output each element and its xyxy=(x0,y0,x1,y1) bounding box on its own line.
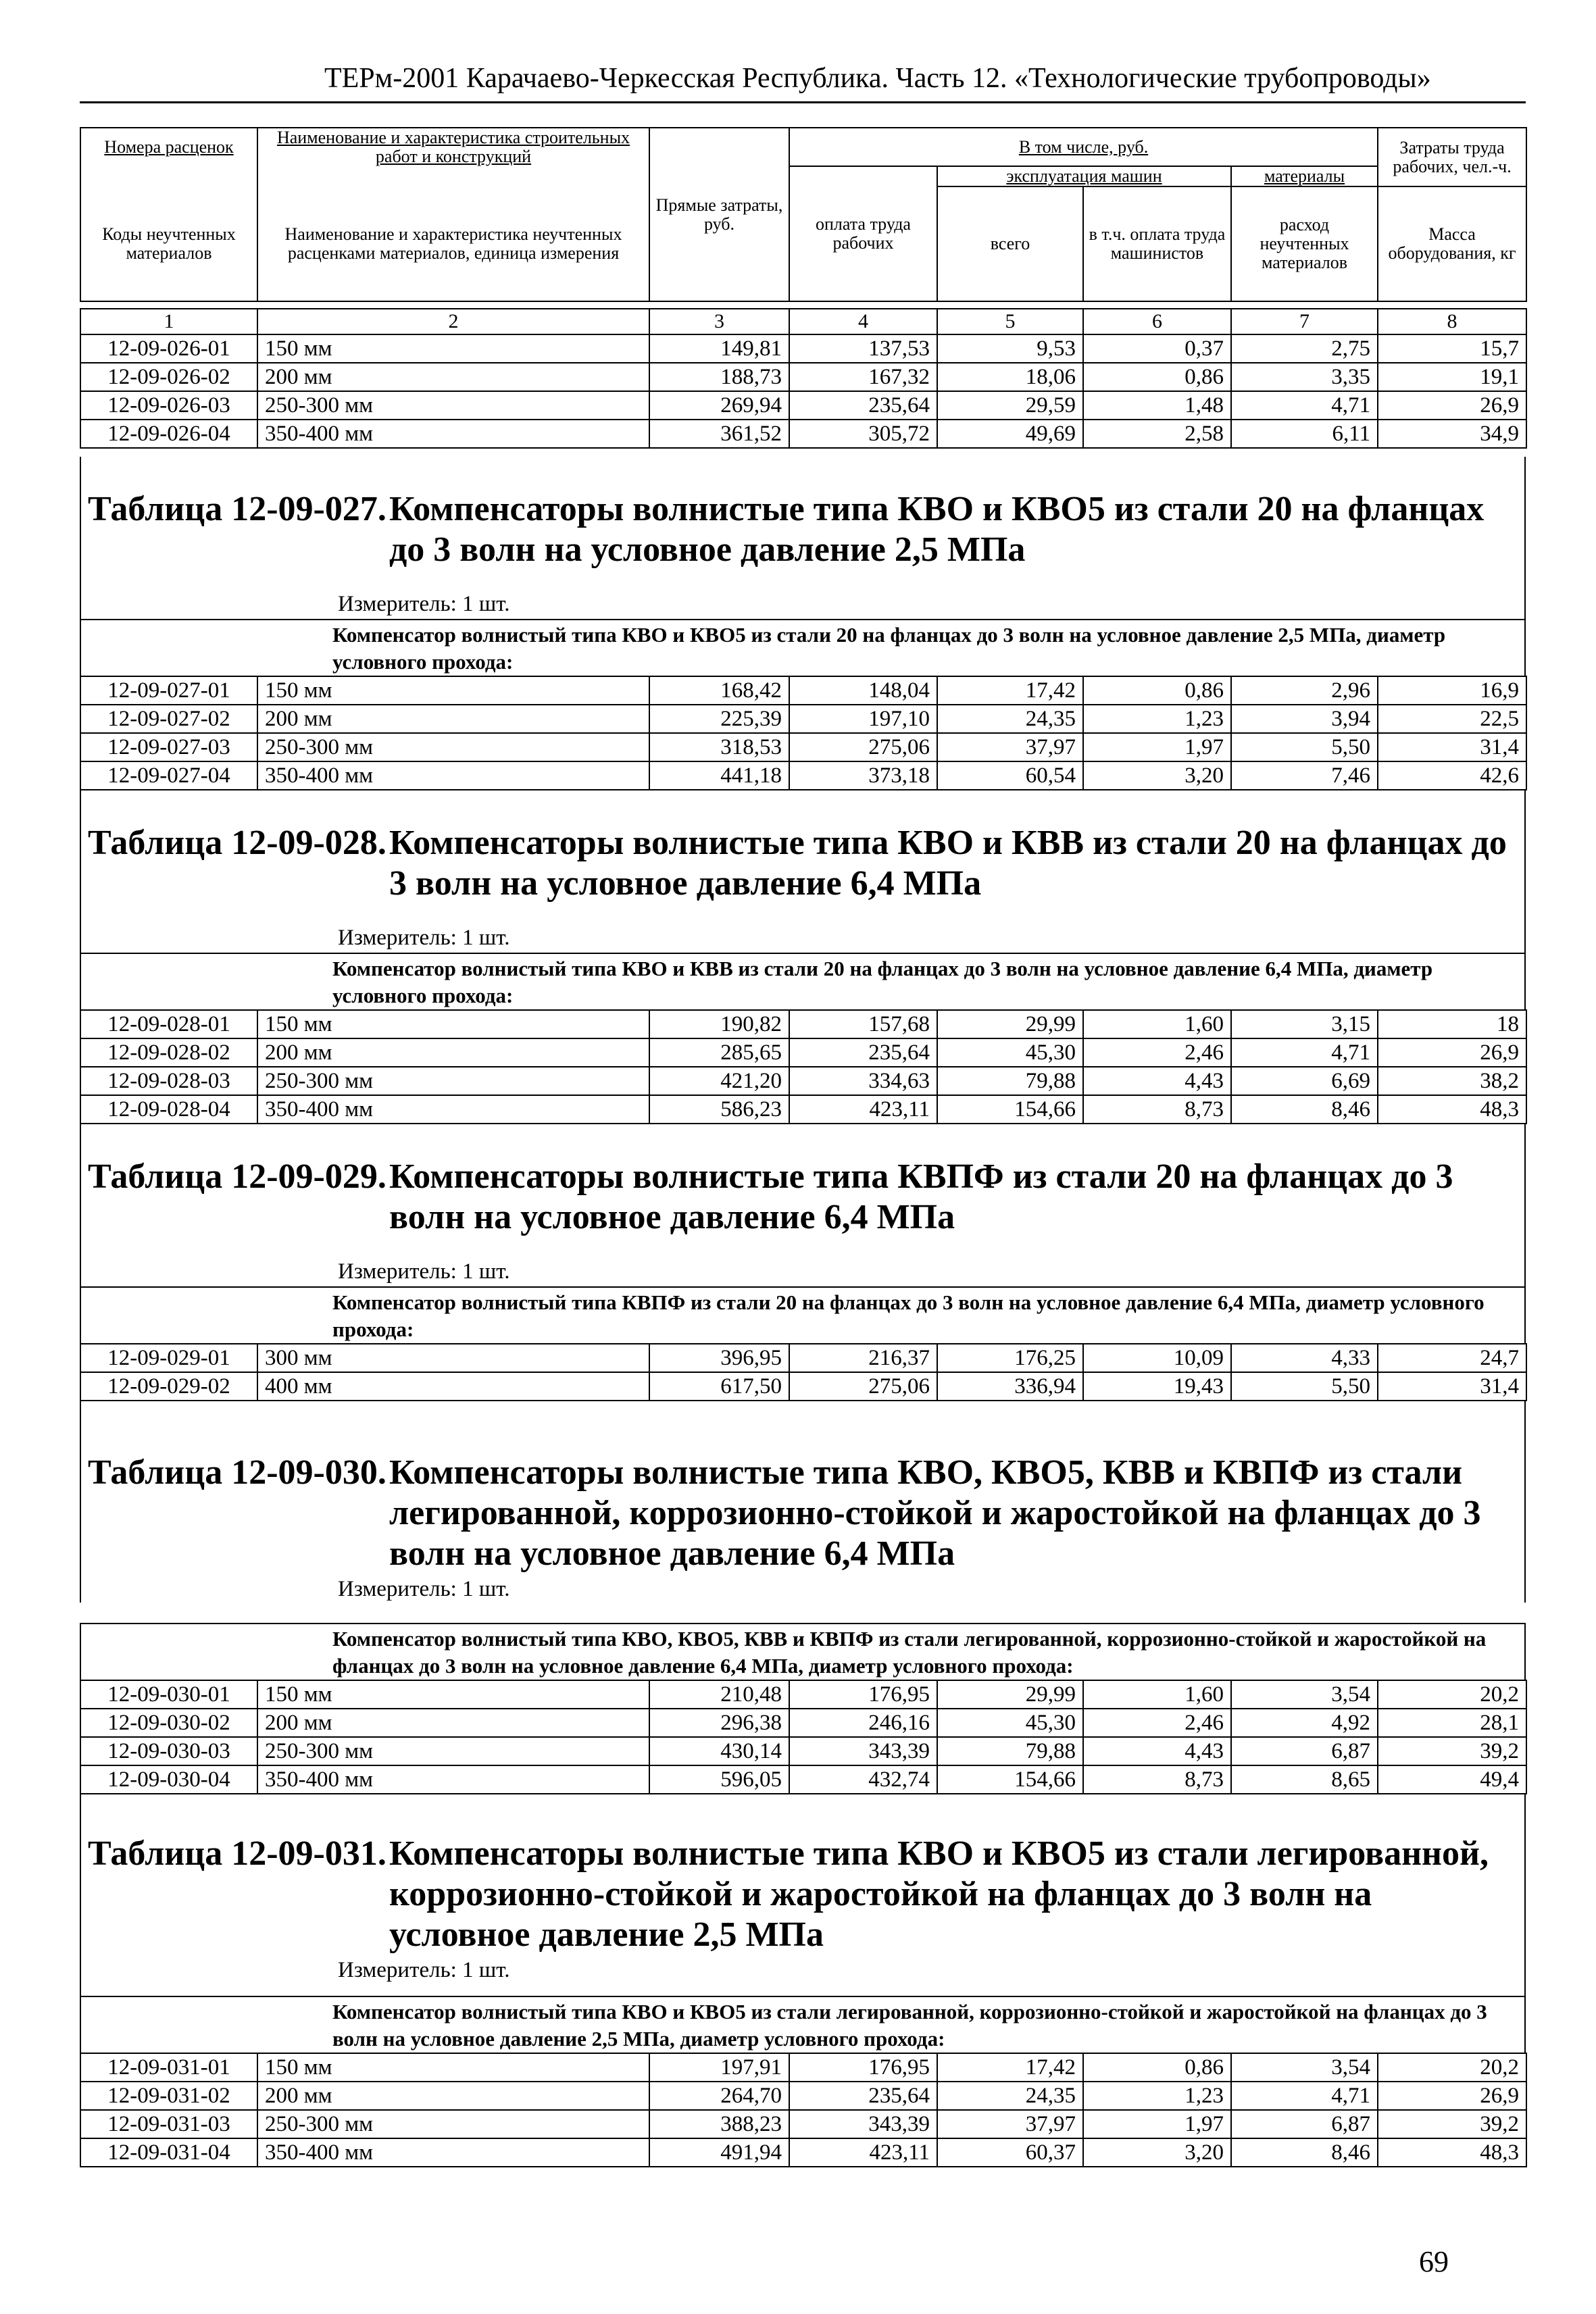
section-description: Компенсаторы волнистые типа КВО, КВО5, КВВ и КВПФ из стали легированной, коррозионно-стойкой и жаростойкой на фланцах до 3 волн на условное давление 6,4 МПа xyxy=(389,1453,1481,1573)
direct-costs: 318,53 xyxy=(649,733,789,761)
machinist-pay: 8,73 xyxy=(1083,1765,1231,1794)
machinist-pay: 1,60 xyxy=(1083,1010,1231,1038)
labor-costs: 28,1 xyxy=(1378,1709,1526,1737)
header-rule xyxy=(80,101,1526,103)
labor-costs: 24,7 xyxy=(1378,1344,1526,1372)
diameter: 250-300 мм xyxy=(257,1067,649,1095)
table-row xyxy=(80,1680,1526,1709)
diameter: 300 мм xyxy=(257,1344,649,1372)
measurer: Измеритель: 1 шт. xyxy=(338,592,510,616)
rate-code: 12-09-027-03 xyxy=(80,733,257,761)
rate-code: 12-09-028-02 xyxy=(80,1038,257,1067)
column-index: 2 xyxy=(257,309,649,334)
labor-costs: 39,2 xyxy=(1378,1737,1526,1765)
col-header-machine-total: всего xyxy=(937,186,1083,301)
worker-pay: 423,11 xyxy=(789,2138,937,2167)
section-title-block xyxy=(80,790,1526,954)
diameter: 200 мм xyxy=(257,1709,649,1737)
diameter: 150 мм xyxy=(257,1010,649,1038)
materials: 2,96 xyxy=(1231,676,1378,705)
diameter: 350-400 мм xyxy=(257,761,649,790)
rate-code: 12-09-027-02 xyxy=(80,705,257,733)
measurer: Измеритель: 1 шт. xyxy=(338,1958,510,1982)
machine-total: 24,35 xyxy=(937,2082,1083,2110)
materials: 5,50 xyxy=(1231,1372,1378,1401)
table-row xyxy=(80,761,1526,790)
labor-costs: 22,5 xyxy=(1378,705,1526,733)
machine-total: 79,88 xyxy=(937,1737,1083,1765)
col-header-direct-costs: Прямые затраты, руб. xyxy=(649,128,789,301)
worker-pay: 216,37 xyxy=(789,1344,937,1372)
col-header-material-codes: Коды неучтенных материалов xyxy=(80,186,257,301)
section-title-block xyxy=(80,1794,1526,1997)
table-row xyxy=(80,1344,1526,1372)
table-row xyxy=(80,1709,1526,1737)
worker-pay: 432,74 xyxy=(789,1765,937,1794)
labor-costs: 20,2 xyxy=(1378,2053,1526,2082)
diameter: 250-300 мм xyxy=(257,391,649,420)
direct-costs: 441,18 xyxy=(649,761,789,790)
labor-costs: 18 xyxy=(1378,1010,1526,1038)
rate-code: 12-09-029-01 xyxy=(80,1344,257,1372)
row-description xyxy=(80,1623,1526,1681)
machine-total: 79,88 xyxy=(937,1067,1083,1095)
rate-code: 12-09-030-04 xyxy=(80,1765,257,1794)
table-12-09-029-rows xyxy=(80,1343,1527,1401)
row-description-code-cell xyxy=(81,620,258,676)
machine-total: 24,35 xyxy=(937,705,1083,733)
rate-code: 12-09-027-01 xyxy=(80,676,257,705)
row-description-code-cell xyxy=(81,954,258,1009)
section-label: Таблица 12-09-030. xyxy=(88,1453,386,1492)
row-description-text: Компенсатор волнистый типа КВО, КВО5, КВВ и КВПФ из стали легированной, коррозионно-стойкой и жаростойкой на фланцах до 3 волн на условное давление 6,4 МПа, диаметр условного прохода: xyxy=(332,1627,1487,1678)
table-row xyxy=(80,420,1526,448)
labor-costs: 42,6 xyxy=(1378,761,1526,790)
direct-costs: 264,70 xyxy=(649,2082,789,2110)
worker-pay: 148,04 xyxy=(789,676,937,705)
labor-costs: 26,9 xyxy=(1378,2082,1526,2110)
row-description xyxy=(80,953,1526,1011)
table-row xyxy=(80,2138,1526,2167)
col-header-machinist-pay: в т.ч. оплата труда машинистов xyxy=(1083,186,1231,301)
table-row xyxy=(80,705,1526,733)
materials: 3,94 xyxy=(1231,705,1378,733)
section-description: Компенсаторы волнистые типа КВПФ из стали 20 на фланцах до 3 волн на условное давление 6,4 МПа xyxy=(389,1157,1453,1236)
machine-total: 18,06 xyxy=(937,363,1083,391)
worker-pay: 197,10 xyxy=(789,705,937,733)
table-row xyxy=(80,1765,1526,1794)
rate-code: 12-09-026-04 xyxy=(80,420,257,448)
machinist-pay: 0,86 xyxy=(1083,2053,1231,2082)
worker-pay: 305,72 xyxy=(789,420,937,448)
table-12-09-026-rows xyxy=(80,308,1527,449)
rate-code: 12-09-030-02 xyxy=(80,1709,257,1737)
worker-pay: 235,64 xyxy=(789,2082,937,2110)
column-index: 7 xyxy=(1231,309,1378,334)
labor-costs: 20,2 xyxy=(1378,1680,1526,1709)
machinist-pay: 0,86 xyxy=(1083,676,1231,705)
col-header-including: В том числе, руб. xyxy=(789,128,1378,166)
row-description-text: Компенсатор волнистый типа КВО и КВО5 из стали 20 на фланцах до 3 волн на условное давление 2,5 МПа, диаметр условного прохода: xyxy=(332,623,1446,674)
column-index: 3 xyxy=(649,309,789,334)
machine-total: 17,42 xyxy=(937,2053,1083,2082)
labor-costs: 26,9 xyxy=(1378,391,1526,420)
machine-total: 37,97 xyxy=(937,733,1083,761)
machinist-pay: 8,73 xyxy=(1083,1095,1231,1124)
machine-total: 154,66 xyxy=(937,1095,1083,1124)
materials: 4,33 xyxy=(1231,1344,1378,1372)
direct-costs: 421,20 xyxy=(649,1067,789,1095)
machinist-pay: 0,86 xyxy=(1083,363,1231,391)
row-description-code-cell xyxy=(81,1624,258,1680)
machinist-pay: 10,09 xyxy=(1083,1344,1231,1372)
rate-code: 12-09-031-04 xyxy=(80,2138,257,2167)
direct-costs: 197,91 xyxy=(649,2053,789,2082)
labor-costs: 49,4 xyxy=(1378,1765,1526,1794)
rate-code: 12-09-031-03 xyxy=(80,2110,257,2138)
section-title-block xyxy=(80,1124,1526,1288)
row-description-text: Компенсатор волнистый типа КВПФ из стали 20 на фланцах до 3 волн на условное давление 6,4 МПа, диаметр условного прохода: xyxy=(332,1290,1485,1341)
section-title xyxy=(88,1834,1489,1954)
col-header-equipment-mass: Масса оборудования, кг xyxy=(1378,186,1526,301)
table-row xyxy=(80,334,1526,363)
diameter: 200 мм xyxy=(257,363,649,391)
col-header-rate-numbers: Номера расценок xyxy=(80,128,257,166)
materials: 4,92 xyxy=(1231,1709,1378,1737)
worker-pay: 246,16 xyxy=(789,1709,937,1737)
labor-costs: 15,7 xyxy=(1378,334,1526,363)
labor-costs: 19,1 xyxy=(1378,363,1526,391)
col-header-machine-operation: эксплуатация машин xyxy=(937,166,1231,186)
worker-pay: 157,68 xyxy=(789,1010,937,1038)
row-description-text: Компенсатор волнистый типа КВО и КВО5 из стали легированной, коррозионно-стойкой и жаростойкой на фланцах до 3 волн на условное давление 2,5 МПа, диаметр условного прохода: xyxy=(332,2000,1487,2051)
diameter: 400 мм xyxy=(257,1372,649,1401)
materials: 7,46 xyxy=(1231,761,1378,790)
col-header-material-consumption: расход неучтенных материалов xyxy=(1231,186,1378,301)
column-index-row xyxy=(80,309,1526,334)
machine-total: 9,53 xyxy=(937,334,1083,363)
section-title-block xyxy=(80,457,1526,620)
direct-costs: 617,50 xyxy=(649,1372,789,1401)
direct-costs: 210,48 xyxy=(649,1680,789,1709)
table-12-09-031-rows xyxy=(80,2053,1527,2167)
materials: 5,50 xyxy=(1231,733,1378,761)
rate-code: 12-09-026-01 xyxy=(80,334,257,363)
direct-costs: 225,39 xyxy=(649,705,789,733)
labor-costs: 34,9 xyxy=(1378,420,1526,448)
direct-costs: 396,95 xyxy=(649,1344,789,1372)
rate-code: 12-09-031-02 xyxy=(80,2082,257,2110)
direct-costs: 149,81 xyxy=(649,334,789,363)
diameter: 350-400 мм xyxy=(257,1095,649,1124)
materials: 3,15 xyxy=(1231,1010,1378,1038)
materials: 4,71 xyxy=(1231,391,1378,420)
column-index: 8 xyxy=(1378,309,1526,334)
table-row xyxy=(80,1038,1526,1067)
worker-pay: 343,39 xyxy=(789,1737,937,1765)
column-index: 5 xyxy=(937,309,1083,334)
table-row xyxy=(80,2082,1526,2110)
rate-code: 12-09-031-01 xyxy=(80,2053,257,2082)
machine-total: 60,54 xyxy=(937,761,1083,790)
diameter: 250-300 мм xyxy=(257,2110,649,2138)
worker-pay: 373,18 xyxy=(789,761,937,790)
machine-total: 336,94 xyxy=(937,1372,1083,1401)
materials: 8,46 xyxy=(1231,1095,1378,1124)
table-row xyxy=(80,2110,1526,2138)
machinist-pay: 2,46 xyxy=(1083,1709,1231,1737)
machine-total: 49,69 xyxy=(937,420,1083,448)
materials: 6,11 xyxy=(1231,420,1378,448)
col-header-unaccounted-materials: Наименование и характеристика неучтенных расценками материалов, единица измерения xyxy=(257,186,649,301)
table-row xyxy=(80,1095,1526,1124)
labor-costs: 38,2 xyxy=(1378,1067,1526,1095)
col-header-spacer xyxy=(257,166,649,186)
rate-code: 12-09-028-03 xyxy=(80,1067,257,1095)
diameter: 150 мм xyxy=(257,334,649,363)
direct-costs: 168,42 xyxy=(649,676,789,705)
col-header-labor-costs: Затраты труда рабочих, чел.-ч. xyxy=(1378,128,1526,186)
machine-total: 60,37 xyxy=(937,2138,1083,2167)
machinist-pay: 4,43 xyxy=(1083,1737,1231,1765)
direct-costs: 361,52 xyxy=(649,420,789,448)
diameter: 150 мм xyxy=(257,1680,649,1709)
column-index: 1 xyxy=(80,309,257,334)
direct-costs: 596,05 xyxy=(649,1765,789,1794)
diameter: 200 мм xyxy=(257,705,649,733)
materials: 3,54 xyxy=(1231,1680,1378,1709)
row-description xyxy=(80,619,1526,677)
section-description: Компенсаторы волнистые типа КВО и КВО5 из стали легированной, коррозионно-стойкой и жаростойкой на фланцах до 3 волн на условное давление 2,5 МПа xyxy=(389,1834,1489,1954)
diameter: 150 мм xyxy=(257,2053,649,2082)
table-12-09-028-rows xyxy=(80,1009,1527,1124)
rate-code: 12-09-030-01 xyxy=(80,1680,257,1709)
column-header-table xyxy=(80,127,1527,302)
worker-pay: 343,39 xyxy=(789,2110,937,2138)
worker-pay: 275,06 xyxy=(789,1372,937,1401)
machinist-pay: 1,97 xyxy=(1083,2110,1231,2138)
machinist-pay: 1,23 xyxy=(1083,705,1231,733)
table-row xyxy=(80,391,1526,420)
rate-code: 12-09-029-02 xyxy=(80,1372,257,1401)
section-description: Компенсаторы волнистые типа КВО и КВО5 из стали 20 на фланцах до 3 волн на условное давление 2,5 МПа xyxy=(389,490,1485,569)
direct-costs: 296,38 xyxy=(649,1709,789,1737)
table-row xyxy=(80,363,1526,391)
machine-total: 45,30 xyxy=(937,1709,1083,1737)
section-title-block xyxy=(80,1400,1526,1603)
labor-costs: 16,9 xyxy=(1378,676,1526,705)
machinist-pay: 3,20 xyxy=(1083,761,1231,790)
table-row xyxy=(80,676,1526,705)
labor-costs: 31,4 xyxy=(1378,1372,1526,1401)
direct-costs: 269,94 xyxy=(649,391,789,420)
worker-pay: 235,64 xyxy=(789,391,937,420)
section-title xyxy=(88,823,1507,903)
row-description xyxy=(80,1286,1526,1344)
worker-pay: 176,95 xyxy=(789,2053,937,2082)
section-title xyxy=(88,1453,1481,1573)
rate-code: 12-09-028-04 xyxy=(80,1095,257,1124)
table-row xyxy=(80,1372,1526,1401)
section-title xyxy=(88,489,1485,569)
machine-total: 29,99 xyxy=(937,1680,1083,1709)
diameter: 250-300 мм xyxy=(257,733,649,761)
machine-total: 17,42 xyxy=(937,676,1083,705)
materials: 4,71 xyxy=(1231,1038,1378,1067)
machine-total: 29,59 xyxy=(937,391,1083,420)
materials: 8,65 xyxy=(1231,1765,1378,1794)
materials: 3,54 xyxy=(1231,2053,1378,2082)
row-description-text: Компенсатор волнистый типа КВО и КВВ из стали 20 на фланцах до 3 волн на условное давление 6,4 МПа, диаметр условного прохода: xyxy=(332,957,1433,1007)
table-12-09-030-rows xyxy=(80,1680,1527,1794)
page-header: ТЕРм-2001 Карачаево-Черкесская Республика. Часть 12. «Технологические трубопроводы» xyxy=(324,63,1431,94)
labor-costs: 48,3 xyxy=(1378,2138,1526,2167)
materials: 6,87 xyxy=(1231,2110,1378,2138)
rate-code: 12-09-027-04 xyxy=(80,761,257,790)
rate-code: 12-09-028-01 xyxy=(80,1010,257,1038)
materials: 2,75 xyxy=(1231,334,1378,363)
table-row xyxy=(80,1010,1526,1038)
col-header-worker-pay: оплата труда рабочих xyxy=(789,166,937,301)
diameter: 150 мм xyxy=(257,676,649,705)
labor-costs: 39,2 xyxy=(1378,2110,1526,2138)
section-label: Таблица 12-09-029. xyxy=(88,1157,386,1196)
page-number: 69 xyxy=(1419,2245,1449,2278)
measurer: Измеритель: 1 шт. xyxy=(338,926,510,950)
direct-costs: 430,14 xyxy=(649,1737,789,1765)
materials: 3,35 xyxy=(1231,363,1378,391)
diameter: 200 мм xyxy=(257,2082,649,2110)
col-header-materials: материалы xyxy=(1231,166,1378,186)
labor-costs: 26,9 xyxy=(1378,1038,1526,1067)
table-row xyxy=(80,733,1526,761)
rate-code: 12-09-026-02 xyxy=(80,363,257,391)
diameter: 350-400 мм xyxy=(257,420,649,448)
section-label: Таблица 12-09-028. xyxy=(88,824,386,862)
section-label: Таблица 12-09-031. xyxy=(88,1834,386,1873)
table-row xyxy=(80,2053,1526,2082)
machinist-pay: 19,43 xyxy=(1083,1372,1231,1401)
worker-pay: 275,06 xyxy=(789,733,937,761)
machinist-pay: 2,46 xyxy=(1083,1038,1231,1067)
machine-total: 45,30 xyxy=(937,1038,1083,1067)
machine-total: 176,25 xyxy=(937,1344,1083,1372)
machinist-pay: 1,23 xyxy=(1083,2082,1231,2110)
machinist-pay: 0,37 xyxy=(1083,334,1231,363)
direct-costs: 188,73 xyxy=(649,363,789,391)
diameter: 350-400 мм xyxy=(257,1765,649,1794)
table-row xyxy=(80,1737,1526,1765)
materials: 4,71 xyxy=(1231,2082,1378,2110)
labor-costs: 48,3 xyxy=(1378,1095,1526,1124)
machinist-pay: 2,58 xyxy=(1083,420,1231,448)
direct-costs: 190,82 xyxy=(649,1010,789,1038)
rate-code: 12-09-030-03 xyxy=(80,1737,257,1765)
machinist-pay: 1,48 xyxy=(1083,391,1231,420)
worker-pay: 137,53 xyxy=(789,334,937,363)
worker-pay: 176,95 xyxy=(789,1680,937,1709)
rate-code: 12-09-026-03 xyxy=(80,391,257,420)
materials: 8,46 xyxy=(1231,2138,1378,2167)
worker-pay: 334,63 xyxy=(789,1067,937,1095)
diameter: 350-400 мм xyxy=(257,2138,649,2167)
machinist-pay: 3,20 xyxy=(1083,2138,1231,2167)
machine-total: 154,66 xyxy=(937,1765,1083,1794)
diameter: 200 мм xyxy=(257,1038,649,1067)
materials: 6,87 xyxy=(1231,1737,1378,1765)
machine-total: 29,99 xyxy=(937,1010,1083,1038)
machine-total: 37,97 xyxy=(937,2110,1083,2138)
materials: 6,69 xyxy=(1231,1067,1378,1095)
column-index: 6 xyxy=(1083,309,1231,334)
column-index: 4 xyxy=(789,309,937,334)
worker-pay: 423,11 xyxy=(789,1095,937,1124)
section-title xyxy=(88,1157,1453,1236)
machinist-pay: 4,43 xyxy=(1083,1067,1231,1095)
direct-costs: 491,94 xyxy=(649,2138,789,2167)
table-12-09-027-rows xyxy=(80,676,1527,790)
measurer: Измеритель: 1 шт. xyxy=(338,1259,510,1284)
section-label: Таблица 12-09-027. xyxy=(88,490,386,528)
row-description xyxy=(80,1996,1526,2054)
measurer: Измеритель: 1 шт. xyxy=(338,1577,510,1601)
machinist-pay: 1,97 xyxy=(1083,733,1231,761)
row-description-code-cell xyxy=(81,1288,258,1343)
row-description-code-cell xyxy=(81,1997,258,2053)
table-row xyxy=(80,1067,1526,1095)
machinist-pay: 1,60 xyxy=(1083,1680,1231,1709)
worker-pay: 235,64 xyxy=(789,1038,937,1067)
direct-costs: 586,23 xyxy=(649,1095,789,1124)
col-header-spacer xyxy=(80,166,257,186)
diameter: 250-300 мм xyxy=(257,1737,649,1765)
labor-costs: 31,4 xyxy=(1378,733,1526,761)
worker-pay: 167,32 xyxy=(789,363,937,391)
col-header-works: Наименование и характеристика строительных работ и конструкций xyxy=(257,128,649,166)
section-description: Компенсаторы волнистые типа КВО и КВВ из стали 20 на фланцах до 3 волн на условное давление 6,4 МПа xyxy=(389,824,1507,903)
direct-costs: 388,23 xyxy=(649,2110,789,2138)
direct-costs: 285,65 xyxy=(649,1038,789,1067)
